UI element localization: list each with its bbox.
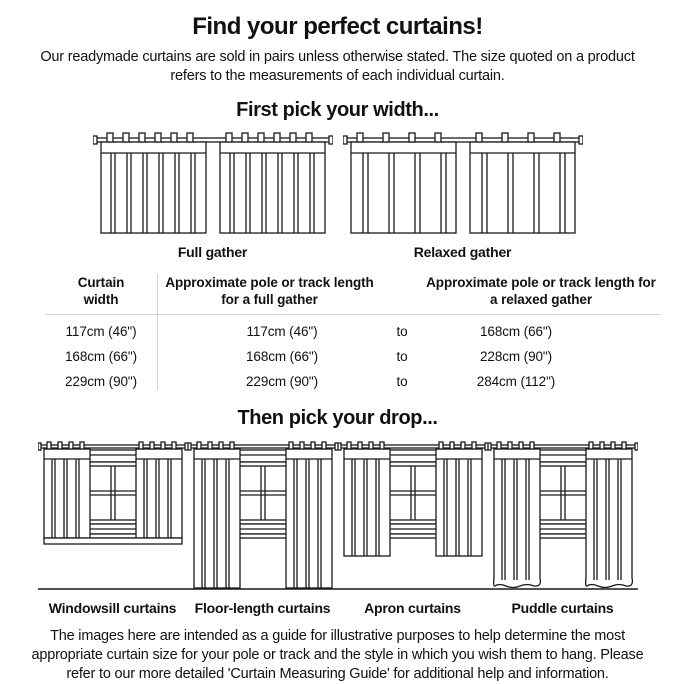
- col-header-spacer: [382, 289, 422, 297]
- curtain-width-value: 117cm (46"): [65, 324, 137, 339]
- range-separator: to: [396, 349, 408, 364]
- relaxed-gather-label: Relaxed gather: [413, 244, 512, 260]
- full-gather-label: Full gather: [177, 244, 248, 260]
- apron-curtains-label: Apron curtains: [364, 600, 461, 616]
- col-header-curtain-width: Curtain width: [77, 275, 125, 307]
- apron-curtains-icon: [338, 434, 488, 594]
- table-body: [45, 315, 660, 394]
- gather-figures-row: [0, 128, 675, 260]
- apron-curtains-figure: [338, 434, 488, 616]
- curtain-width-value: 168cm (66"): [65, 349, 137, 364]
- table-row: [45, 319, 660, 344]
- col-header-full-gather: Approximate pole or track length for a full gather: [165, 275, 374, 307]
- table-row: [45, 344, 660, 369]
- size-table: [45, 272, 660, 394]
- relaxed-gather-figure: [343, 128, 583, 260]
- floor-length-curtains-figure: [188, 434, 338, 616]
- windowsill-curtains-figure: [38, 434, 188, 616]
- col-header-relaxed-gather: Approximate pole or track length for a relaxed gather: [426, 275, 656, 307]
- floor-length-curtains-icon: [188, 434, 338, 594]
- relaxed-gather-value: 168cm (66"): [480, 324, 552, 339]
- windowsill-curtains-icon: [38, 434, 188, 594]
- table-header-row: [45, 272, 660, 314]
- page-subtitle: Our readymade curtains are sold in pairs unless otherwise stated. The size quoted on a product refers to the measurements of each individual curtain.: [40, 49, 635, 84]
- relaxed-gather-value: 284cm (112"): [476, 374, 556, 389]
- range-separator: to: [396, 374, 408, 389]
- curtain-width-value: 229cm (90"): [65, 374, 137, 389]
- table-vertical-divider: [157, 274, 158, 390]
- table-row: [45, 369, 660, 394]
- puddle-curtains-label: Puddle curtains: [511, 600, 614, 616]
- full-gather-figure: [93, 128, 333, 260]
- page-title: Find your perfect curtains!: [192, 13, 483, 40]
- windowsill-curtains-label: Windowsill curtains: [48, 600, 177, 616]
- width-section-heading: First pick your width...: [236, 99, 439, 121]
- full-gather-value: 117cm (46"): [246, 324, 318, 339]
- drop-section-heading: Then pick your drop...: [237, 407, 438, 429]
- footer-note: The images here are intended as a guide for illustrative purposes to help determine the most appropriate curtain size for your pole or track and the style in which you wish them to hang. Please refer to our more detailed 'Curtain Measuring Guide' for additional help and information.: [31, 628, 644, 682]
- puddle-curtains-icon: [488, 434, 638, 594]
- full-gather-curtains-icon: [93, 128, 333, 240]
- relaxed-gather-curtains-icon: [343, 128, 583, 240]
- puddle-curtains-figure: [488, 434, 638, 616]
- relaxed-gather-value: 228cm (90"): [480, 349, 552, 364]
- full-gather-value: 229cm (90"): [246, 374, 318, 389]
- floor-length-curtains-label: Floor-length curtains: [194, 600, 331, 616]
- range-separator: to: [396, 324, 408, 339]
- drop-figures-row: [0, 434, 675, 616]
- full-gather-value: 168cm (66"): [246, 349, 318, 364]
